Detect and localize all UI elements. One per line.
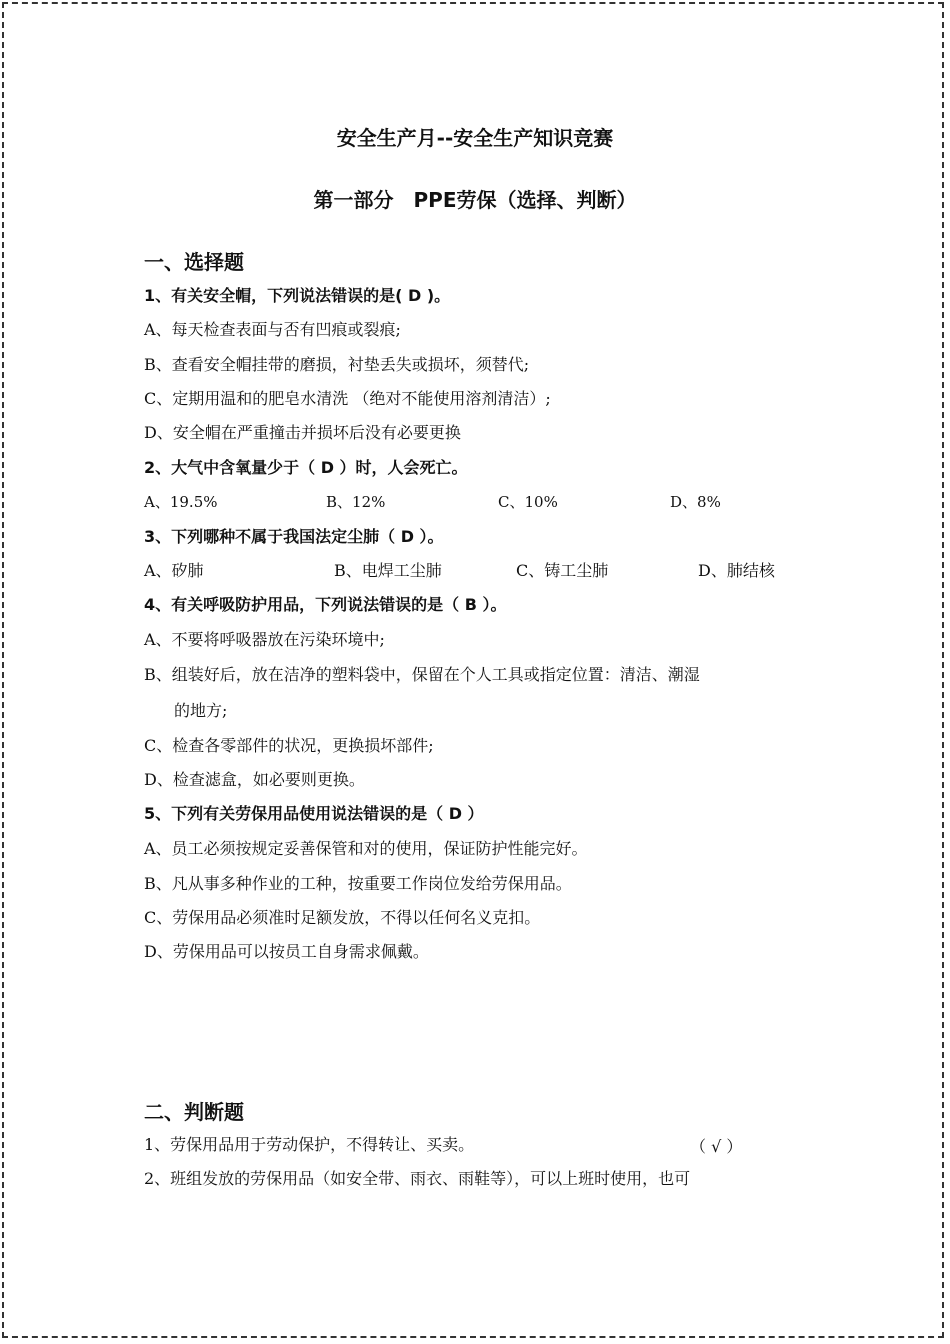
part-subtitle: 第一部分 PPE劳保（选择、判断） (313, 188, 637, 212)
option: D、检查滤盒，如必要则更换。 (144, 770, 365, 789)
option: A、每天检查表面与否有凹痕或裂痕; (144, 320, 401, 339)
option: A、矽肺 (144, 561, 204, 580)
option: C、检查各零部件的状况，更换损坏部件; (144, 736, 434, 755)
section-heading-judgment: 二、判断题 (144, 1100, 244, 1124)
document-title: 安全生产月--安全生产知识竞赛 (336, 126, 614, 150)
option: D、劳保用品可以按员工自身需求佩戴。 (144, 942, 429, 961)
option: B、12% (326, 493, 386, 511)
question-stem: 3、下列哪种不属于我国法定尘肺（ D ）。 (144, 527, 444, 546)
question-stem: 5、下列有关劳保用品使用说法错误的是（ D ） (144, 804, 484, 823)
section-heading-choice: 一、选择题 (144, 250, 244, 274)
judgment-item: 1、劳保用品用于劳动保护，不得转让、买卖。 (144, 1135, 475, 1154)
option: A、不要将呼吸器放在污染环境中; (144, 630, 385, 649)
question-stem: 2、大气中含氧量少于（ D ）时，人会死亡。 (144, 458, 468, 477)
option: B、凡从事多种作业的工种，按重要工作岗位发给劳保用品。 (144, 874, 572, 893)
option-continuation: 的地方; (174, 701, 228, 720)
option: D、肺结核 (698, 561, 775, 580)
option: C、定期用温和的肥皂水清洗 （绝对不能使用溶剂清洁）; (144, 389, 551, 408)
option: B、查看安全帽挂带的磨损，衬垫丢失或损坏，须替代; (144, 355, 530, 374)
option: C、劳保用品必须准时足额发放，不得以任何名义克扣。 (144, 908, 541, 927)
question-stem: 4、有关呼吸防护用品，下列说法错误的是（ B ）。 (144, 595, 507, 614)
option: C、10% (498, 493, 558, 511)
option: A、19.5% (144, 493, 218, 511)
judgment-answer: （ √ ） (690, 1137, 743, 1156)
option: D、安全帽在严重撞击并损坏后没有必要更换 (144, 423, 461, 442)
option: B、组装好后，放在洁净的塑料袋中，保留在个人工具或指定位置：清洁、潮湿 (144, 665, 700, 684)
option: D、8% (670, 493, 721, 511)
option: B、电焊工尘肺 (334, 561, 442, 580)
option: A、员工必须按规定妥善保管和对的使用，保证防护性能完好。 (144, 839, 588, 858)
option: C、铸工尘肺 (516, 561, 609, 580)
question-stem: 1、有关安全帽，下列说法错误的是( D )。 (144, 286, 451, 305)
judgment-item: 2、班组发放的劳保用品（如安全带、雨衣、雨鞋等），可以上班时使用，也可 (144, 1169, 691, 1188)
